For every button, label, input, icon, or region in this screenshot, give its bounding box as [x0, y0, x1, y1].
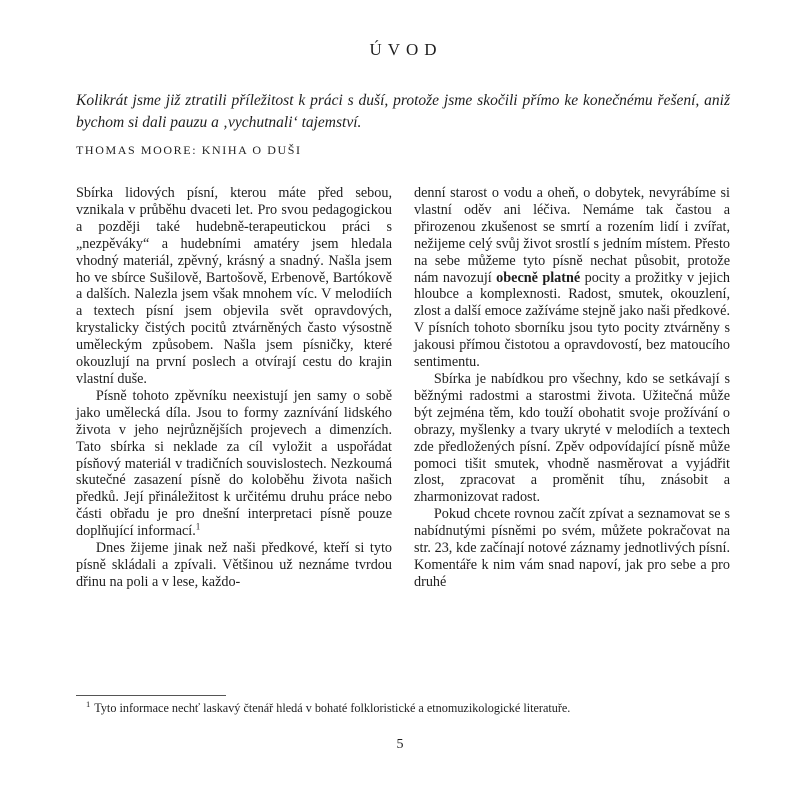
footnote-divider: [76, 695, 226, 696]
paragraph-text: Písně tohoto zpěvníku neexistují jen samy o sobě jako umělecká díla. Jsou to formy zaznívání lidského života v jeho nejrůznějších projevech a dimenzích. Tato sbírka si neklade za cíl vyložit a uspořádat písňový materiál v tradičních souvislostech. Nezkoumá skutečné zasazení písně do koloběhu života našich předků. Její přináležitost k určitému druhu práce nebo části obřadu je pro dnešní interpretaci písně pouze doplňující informací.: [76, 387, 392, 540]
body-columns: [76, 185, 730, 591]
left-column: [76, 185, 392, 591]
right-column: [414, 185, 730, 591]
paragraph-text: pocity a prožitky v jejich hloubce a komplexnosti. Radost, smutek, okouzlení, zlost a další emoce zažíváme stejně jako naši předkové. V písních tohoto sborníku jsou tyto pocity ztvárněny s jakousi přímou čistotou a opravdovostí, bez matoucího sentimentu.: [414, 269, 731, 371]
paragraph: Sbírka je nabídkou pro všechny, kdo se setkávají s běžnými radostmi a starostmi života. Užitečná může být zejména těm, kdo touží obohatit svoje prožívání o obrazy, myšlenky a tvary ukryté v melodiích a textech zde předložených písní. Zpěv odpovídající písně může pomoci tišit smutek, vhodně nasměrovat a vyjádřit zlost, zpracovat a proměnit tíhu, znásobit a zharmonizovat radost.: [414, 370, 730, 506]
footnote-reference: 1: [195, 521, 201, 532]
page-number: 5: [396, 737, 404, 752]
epigraph-attribution: THOMAS MOORE: KNIHA O DUŠI: [76, 143, 302, 157]
paragraph: Pokud chcete rovnou začít zpívat a seznamovat se s nabídnutými písněmi po svém, můžete pokračovat na str. 23, kde začínají notové záznamy jednotlivých písní. Komentáře k nim vám snad napoví, jak pro sebe a pro druhé: [414, 506, 730, 590]
footnote-text: Tyto informace nechť laskavý čtenář hledá v bohaté folkloristické a etnomuzikologické literatuře.: [94, 701, 571, 715]
paragraph: Dnes žijeme jinak než naši předkové, kteří si tyto písně skládali a zpívali. Většinou už neznáme tvrdou dřinu na poli a v lese, každo-: [76, 540, 392, 590]
paragraph-text: denní starost o vodu a oheň, o dobytek, nevyrábíme si vlastní oděv ani léčiva. Nemáme tak častou a přirozenou zkušenost se smrtí a rozením lidí i zvířat, nežijeme celý svůj život srostlí s jedním místem. Přesto na sebe můžeme tyto písně nechat působit, protože nám navozují: [414, 185, 730, 286]
epigraph: [76, 90, 730, 158]
page-title: ÚVOD: [369, 40, 443, 59]
bold-phrase: obecně platné: [496, 269, 581, 286]
footnote: [76, 698, 730, 716]
epigraph-text: Kolikrát jsme již ztratili příležitost k práci s duší, protože jsme skočili přímo ke konečnému řešení, aniž bychom si dali pauzu a ‚vychutnali‘ tajemství.: [76, 92, 730, 131]
paragraph: [414, 185, 730, 371]
footnote-marker: 1: [86, 698, 91, 709]
paragraph: [76, 388, 392, 540]
footnote-block: [76, 695, 730, 716]
paragraph: Sbírka lidových písní, kterou máte před sebou, vznikala v průběhu dvaceti let. Pro svou pedagogickou a později také hudebně-terapeutickou práci s „nezpěváky“ a hudebními amatéry jsem hledala vhodný materiál, zpěvný, krásný a snadný. Našla jsem ho ve sbírce Sušilově, Bartošově, Erbenově, Bartókově a dalších. Nalezla jsem však mnohem víc. V melodiích a textech písní jsem objevila svět opravdových, krystalicky čistých pocitů ztvárněných často výsostně uměleckým způsobem. Našla jsem písničky, které okouzlují na první poslech a otvírají cestu do krajin vlastní duše.: [76, 185, 392, 387]
